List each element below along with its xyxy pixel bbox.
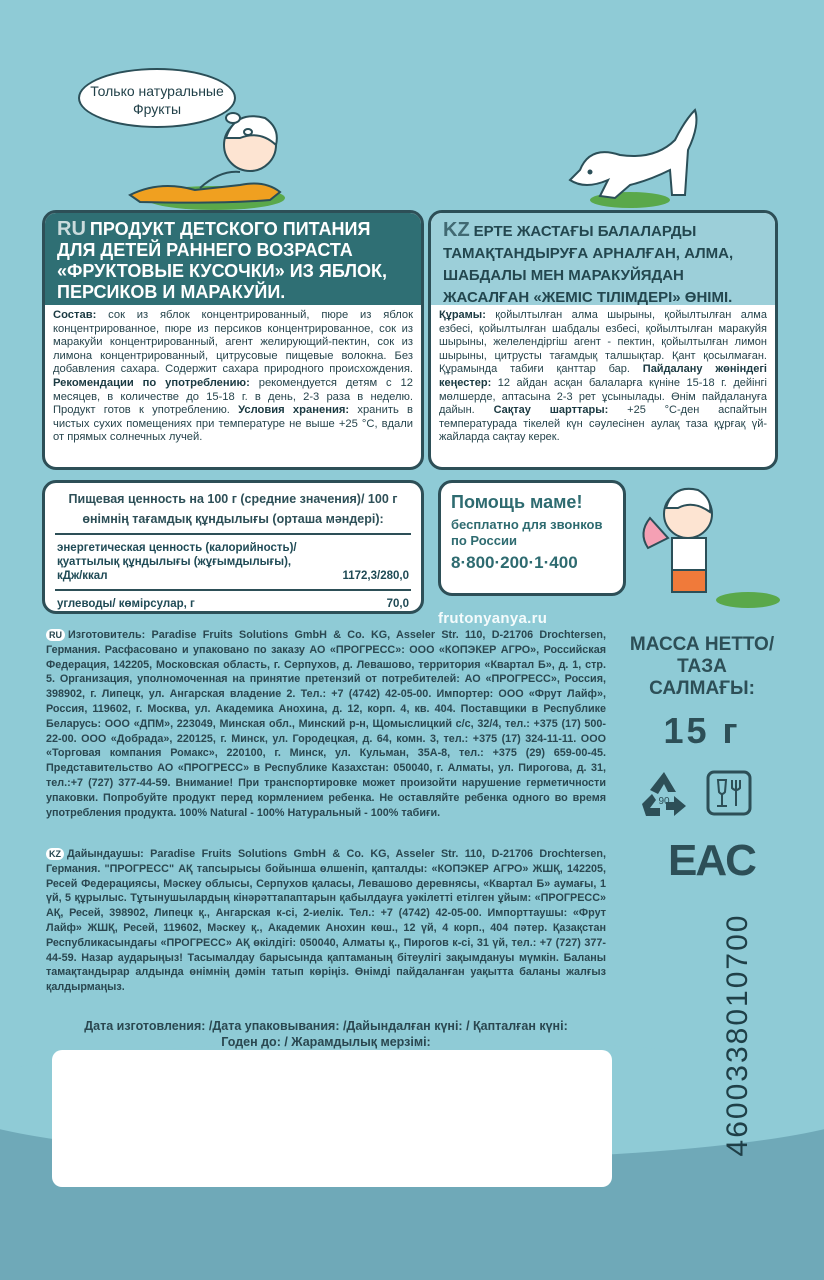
energy-value: 1172,3/280,0 <box>342 570 409 582</box>
legal-ru-text: Изготовитель: Paradise Fruits Solutions GmbH & Co. KG, Asseler Str. 110, D-21706 Drochtersen, Германия. Расфасовано и упаковано по заказу АО «ПРОГРЕСС»: ООО «КОПЭКЕР АГРО», Российская Федерация, 142205, Московская область, г. Серпухов, д. Левашово, территория «Квартал Б», д. 1, стр. 5. Организация, уполномоченная на принятие претензий от потребителей: АО «ПРОГРЕСС», Россия, 398902, г. Липецк, ул. Ангарская владение 2. Тел.: +7 (4742) 42-05-00. Импортер: ООО «Фрут Лайф», Россия, 119602, г. Москва, ул. Академика Анохина, д. 12, корп. 4, кв. 404. Поставщики в Республике Беларусь: ООО «ДПМ», 223049, Минская обл., Минский р-н, Щомыслицкий с/с, 32/4, тел.: +375 (17) 500-22-00. ООО «Добрада», 220125, г. Минск, ул. Городецкая, д. 64, комн. 3, тел.: +375 (17) 324-11-11. ООО «Торговая компания Ромакс», 220100, г. Минск, ул. Кульман, 35А-8, тел.: +375 (29) 659-00-45. Представительство АО «ПРОГРЕСС» в Республике Казахстан: 050040, г. Алматы, ул. Пирогова, д. 31, тел.:+7 (727) 377-44-59. Внимание! При транспортировке может произойти нарушение герметичности упаковки. Попробуйте продукт перед кормлением ребенка. Не оставляйте ребенка одного во время употребления продукта. 100% Natural - 100% Натуральный - 100% табиғи. <box>46 629 606 819</box>
dates-labels <box>46 1018 606 1050</box>
eac-mark: EAC <box>668 836 755 885</box>
nutrition-table <box>42 480 424 614</box>
food-safe-icon <box>706 770 752 816</box>
thought-dot <box>243 128 253 136</box>
net-mass-label: МАССА НЕТТО/ ТАЗА САЛМАҒЫ: <box>629 634 775 699</box>
recycle-code: 90 <box>658 796 670 807</box>
ru-description <box>45 305 421 449</box>
ru-title <box>45 213 421 305</box>
help-subtitle: бесплатно для звонков по России <box>451 517 603 548</box>
barcode-number: 4600338010700 <box>721 913 754 1157</box>
kz-usage: 12 айдан асқан балаларға күніне 15-18 г. дейінгі мөлшерде, аптасына 2-3 рет ұсынылады. Өнім пайдалануға дайын. <box>439 376 767 417</box>
boy-phone-illustration <box>628 478 788 608</box>
ru-lang-tag: RU <box>57 218 86 240</box>
ru-storage-label: Условия хранения: <box>238 404 350 417</box>
recycle-icon <box>636 768 692 820</box>
ru-composition-label: Состав: <box>53 309 97 321</box>
legal-kz <box>46 847 606 995</box>
kz-composition-label: Құрамы: <box>439 309 486 321</box>
kz-lang-tag: KZ <box>443 219 470 241</box>
help-title: Помощь маме! <box>451 492 583 512</box>
kz-title-text: ЕРТЕ ЖАСТАҒЫ БАЛАЛАРДЫ ТАМАҚТАНДЫРУҒА АРНАЛҒАН, АЛМА, ШАБДАЛЫ МЕН МАРАКУЙЯДАН ЖАСАЛҒАН «ЖЕМІС ТІЛІМДЕРІ» ӨНІМІ. <box>443 223 734 306</box>
nutrition-row-energy <box>55 535 411 591</box>
legal-ru-tag: RU <box>46 629 65 641</box>
kz-title <box>431 213 775 305</box>
dog-illustration <box>560 100 710 210</box>
dates-print-area <box>52 1050 612 1187</box>
energy-label: энергетическая ценность (калорийность)/ қуаттылық құндылығы (жұғымдылығы), кДж/ккал <box>57 542 297 582</box>
kz-product-box <box>428 210 778 470</box>
legal-ru <box>46 628 606 820</box>
dates-line-2: Годен до: / Жарамдылық мерзімі: <box>221 1035 431 1049</box>
legal-kz-tag: KZ <box>46 848 64 860</box>
nutrition-row-carbs <box>55 591 411 617</box>
legal-kz-text: Дайындаушы: Paradise Fruits Solutions GmbH & Co. KG, Asseler Str. 110, D-21706 Drochtersen, Германия. "ПРОГРЕСС" АҚ тапсырысы бойынша өлшеніп, қапталды: «КОПЭКЕР АГРО» ЖШҚ, 142205, Ресей Федерациясы, Мәскеу облысы, Серпухов қаласы, Левашово деревнясы, «Квартал Б» аумағы, 1 үй, 5 құрылыс. Тұтынушылардың кінәрәттапаптарын қабылдауға уәкілетті етілген ұйым: «ПРОГРЕСС» АҚ, Ресей, 398902, Липецк қ., Ангарская к-сі, 2-иелік. Тел.: +7 (4742) 42-05-00. Импорттаушы: «Фрут Лайф» ЖШҚ, Ресей, 119602, Мәскеу қ., Академик Анохин көш., 12 үй, 4 корп., 404 пәтер. Қазақстан Республикасындағы «ПРОГРЕСС» АҚ өкілдігі: 050040, Алматы қ., Пирогов к-сі, 31 үй, тел.: +7 (727) 377-44-59. Назар аударыңыз! Тасымалдау барысында қаптаманың бітеулігі зақымдануы мүмкін. Баланы тамақтандырар алдында өнімнің дәмін татып көріңіз. Өнімді пайдаланған уақытта баланы жалғыз қалдырмаңыз. <box>46 848 606 994</box>
ru-usage-label: Рекомендации по употреблению: <box>53 376 250 389</box>
website-link[interactable]: frutonyanya.ru <box>438 610 548 627</box>
nutrition-header: Пищевая ценность на 100 г (средние значения)/ 100 г өнімнің тағамдық құндылығы (орташа мәндері): <box>55 489 411 535</box>
ru-usage: рекомендуется детям с 12 месяцев, в количестве до 15-18 г. в день, 2-3 раза в неделю. Продукт готов к употреблению. <box>53 376 413 417</box>
carbs-label: углеводы/ көмірсулар, г <box>57 598 195 610</box>
carbs-value: 70,0 <box>386 598 409 610</box>
help-hotline-box <box>438 480 626 596</box>
kz-usage-label: Пайдалану жөніндегі кеңестер: <box>439 363 767 389</box>
thought-bubble <box>78 68 236 128</box>
ru-storage: хранить в чистых сухих помещениях при температуре не выше +25 °С, вдали от прямых солнечных лучей. <box>53 404 413 444</box>
ru-composition: сок из яблок концентрированный, пюре из яблок концентрированное, пюре из персиков концентрированное, сок из маракуйи концентрированный, агент желирующий-пектин, сок из лимона концентрированный, цитрусовые пищевые волокна. Без добавления сахара. Содержит сахара природного происхождения. <box>53 309 413 376</box>
thought-text: Только натуральные Фрукты <box>90 83 224 117</box>
net-mass <box>622 634 782 752</box>
ru-title-text: ПРОДУКТ ДЕТСКОГО ПИТАНИЯ ДЛЯ ДЕТЕЙ РАННЕГО ВОЗРАСТА «ФРУКТОВЫЕ КУСОЧКИ» ИЗ ЯБЛОК, ПЕРСИКОВ И МАРАКУЙИ. <box>57 219 387 302</box>
kz-composition: қойылтылған алма шырыны, қойылтылған алма езбесі, қойылтылған шабдалы езбесі, қойылтылған маракуйя шырыны, желелендіргіш агент - пектин, қойылтылған лимон шырыны, цитрусты тағамдық талшықтар. Қант қосылмаған. Құрамында табиғи қанттар бар. <box>439 309 767 376</box>
kz-description <box>431 305 775 449</box>
ru-product-box <box>42 210 424 470</box>
kz-storage: +25 °С-ден аспайтын температурада тікелей күн сәулесінен аулақ таза құрғақ үй-жайларда сақтау керек. <box>439 404 767 444</box>
kz-storage-label: Сақтау шарттары: <box>493 404 609 417</box>
help-phone[interactable]: 8·800·200·1·400 <box>451 553 578 572</box>
dates-line-1: Дата изготовления: /Дата упаковывания: /Дайындалған күні: / Қапталған күні: <box>84 1019 568 1033</box>
net-mass-value: 15 г <box>663 710 741 751</box>
thought-dot <box>225 112 241 124</box>
